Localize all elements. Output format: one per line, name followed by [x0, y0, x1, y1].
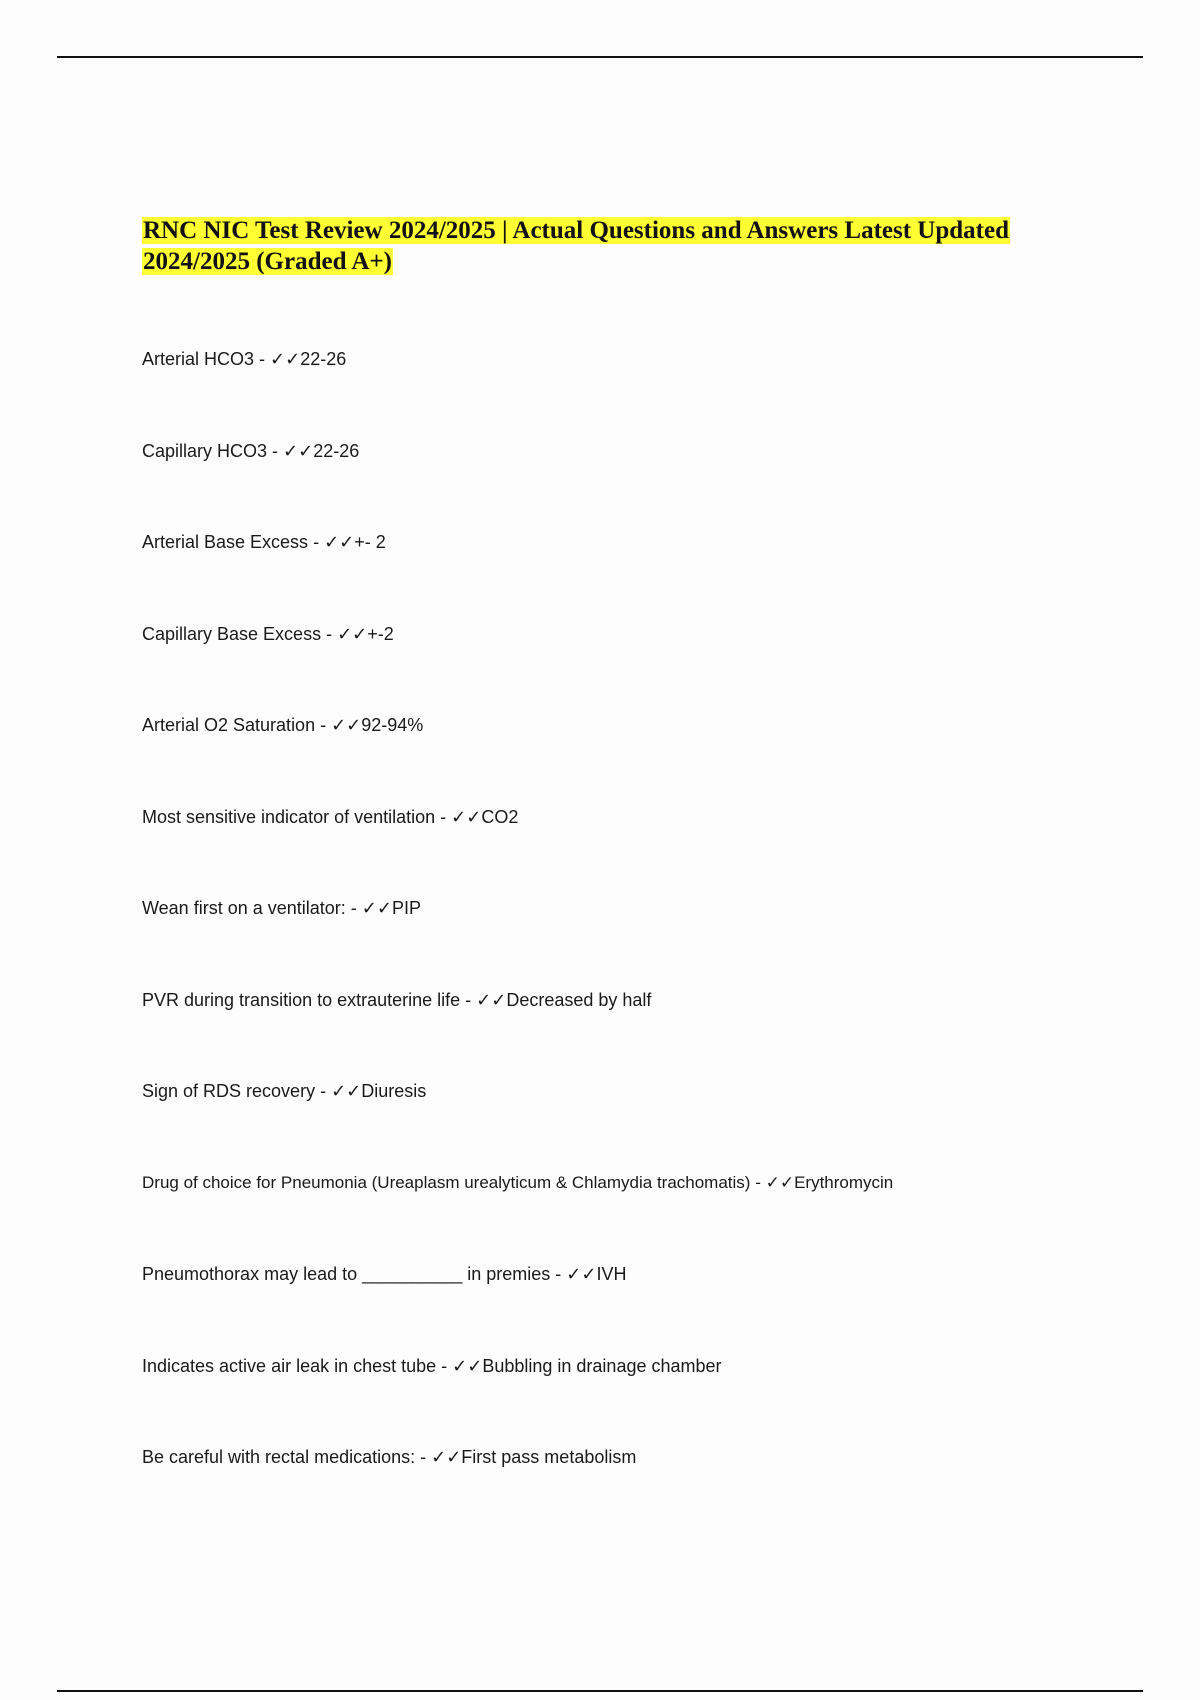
question-text: PVR during transition to extrauterine life — [142, 989, 461, 1010]
qa-item — [142, 1351, 1142, 1443]
answer-text: Diuresis — [361, 1081, 427, 1101]
check-icon: ✓✓ — [337, 623, 368, 644]
qa-item — [142, 1442, 1142, 1534]
separator: - — [321, 623, 338, 644]
answer-text: PIP — [391, 898, 421, 918]
check-icon: ✓✓ — [566, 1264, 597, 1284]
check-icon: ✓✓ — [476, 989, 507, 1010]
qa-item — [142, 893, 1142, 985]
qa-item — [142, 802, 1142, 894]
answer-text: 92-94% — [361, 715, 424, 735]
title-highlight: RNC NIC Test Review 2024/2025 | Actual Questions and Answers Latest Updated 2024/2025 (Graded A+) — [143, 217, 1009, 275]
question-text: Arterial Base Excess — [142, 532, 309, 552]
separator: - — [267, 440, 284, 461]
question-text: Capillary Base Excess — [142, 623, 322, 644]
check-icon: ✓✓ — [452, 1355, 483, 1376]
separator: - — [315, 715, 332, 735]
check-icon: ✓✓ — [331, 715, 362, 735]
question-text: Capillary HCO3 — [142, 440, 268, 461]
answer-text: +-2 — [367, 623, 394, 644]
question-text: Sign of RDS recovery — [142, 1081, 316, 1101]
check-icon: ✓✓ — [431, 1447, 462, 1467]
qa-item — [142, 1076, 1142, 1168]
qa-item — [142, 344, 1142, 436]
qa-item — [142, 1259, 1142, 1351]
question-text: Wean first on a ventilator: — [142, 898, 346, 918]
separator: - — [308, 532, 325, 552]
check-icon: ✓✓ — [283, 440, 314, 461]
header-rule — [57, 56, 1143, 58]
document-title — [142, 215, 1042, 277]
check-icon: ✓✓ — [324, 532, 355, 552]
answer-text: 22-26 — [313, 440, 360, 461]
qa-item — [142, 710, 1142, 802]
check-icon: ✓✓ — [331, 1081, 362, 1101]
check-icon: ✓✓ — [270, 349, 301, 369]
answer-text: Bubbling in drainage chamber — [482, 1355, 722, 1376]
separator: - — [750, 1172, 766, 1192]
answer-text: CO2 — [481, 806, 519, 827]
answer-text: Decreased by half — [506, 989, 652, 1010]
answer-text: IVH — [596, 1264, 627, 1284]
check-icon: ✓✓ — [765, 1172, 795, 1192]
question-text: Pneumothorax may lead to __________ in premies — [142, 1264, 551, 1284]
separator: - — [345, 898, 362, 918]
qa-item — [142, 1168, 1142, 1260]
check-icon: ✓✓ — [451, 806, 482, 827]
answer-text: 22-26 — [300, 349, 347, 369]
question-text: Drug of choice for Pneumonia (Ureaplasm urealyticum & Chlamydia trachomatis) — [142, 1172, 751, 1192]
question-text: Be careful with rectal medications: — [142, 1447, 416, 1467]
check-icon: ✓✓ — [361, 898, 392, 918]
qa-item — [142, 527, 1142, 619]
question-text: Arterial O2 Saturation — [142, 715, 316, 735]
qa-item — [142, 985, 1142, 1077]
answer-text: Erythromycin — [794, 1172, 894, 1192]
answer-text: +- 2 — [354, 532, 386, 552]
separator: - — [436, 1355, 453, 1376]
qa-list — [142, 344, 1142, 1534]
footer-rule — [57, 1690, 1143, 1692]
separator: - — [315, 1081, 332, 1101]
question-text: Arterial HCO3 — [142, 349, 255, 369]
question-text: Most sensitive indicator of ventilation — [142, 806, 436, 827]
qa-item — [142, 436, 1142, 528]
answer-text: First pass metabolism — [461, 1447, 637, 1467]
separator: - — [550, 1264, 567, 1284]
qa-item — [142, 619, 1142, 711]
separator: - — [435, 806, 452, 827]
question-text: Indicates active air leak in chest tube — [142, 1355, 437, 1376]
separator: - — [415, 1447, 432, 1467]
separator: - — [254, 349, 271, 369]
separator: - — [460, 989, 477, 1010]
